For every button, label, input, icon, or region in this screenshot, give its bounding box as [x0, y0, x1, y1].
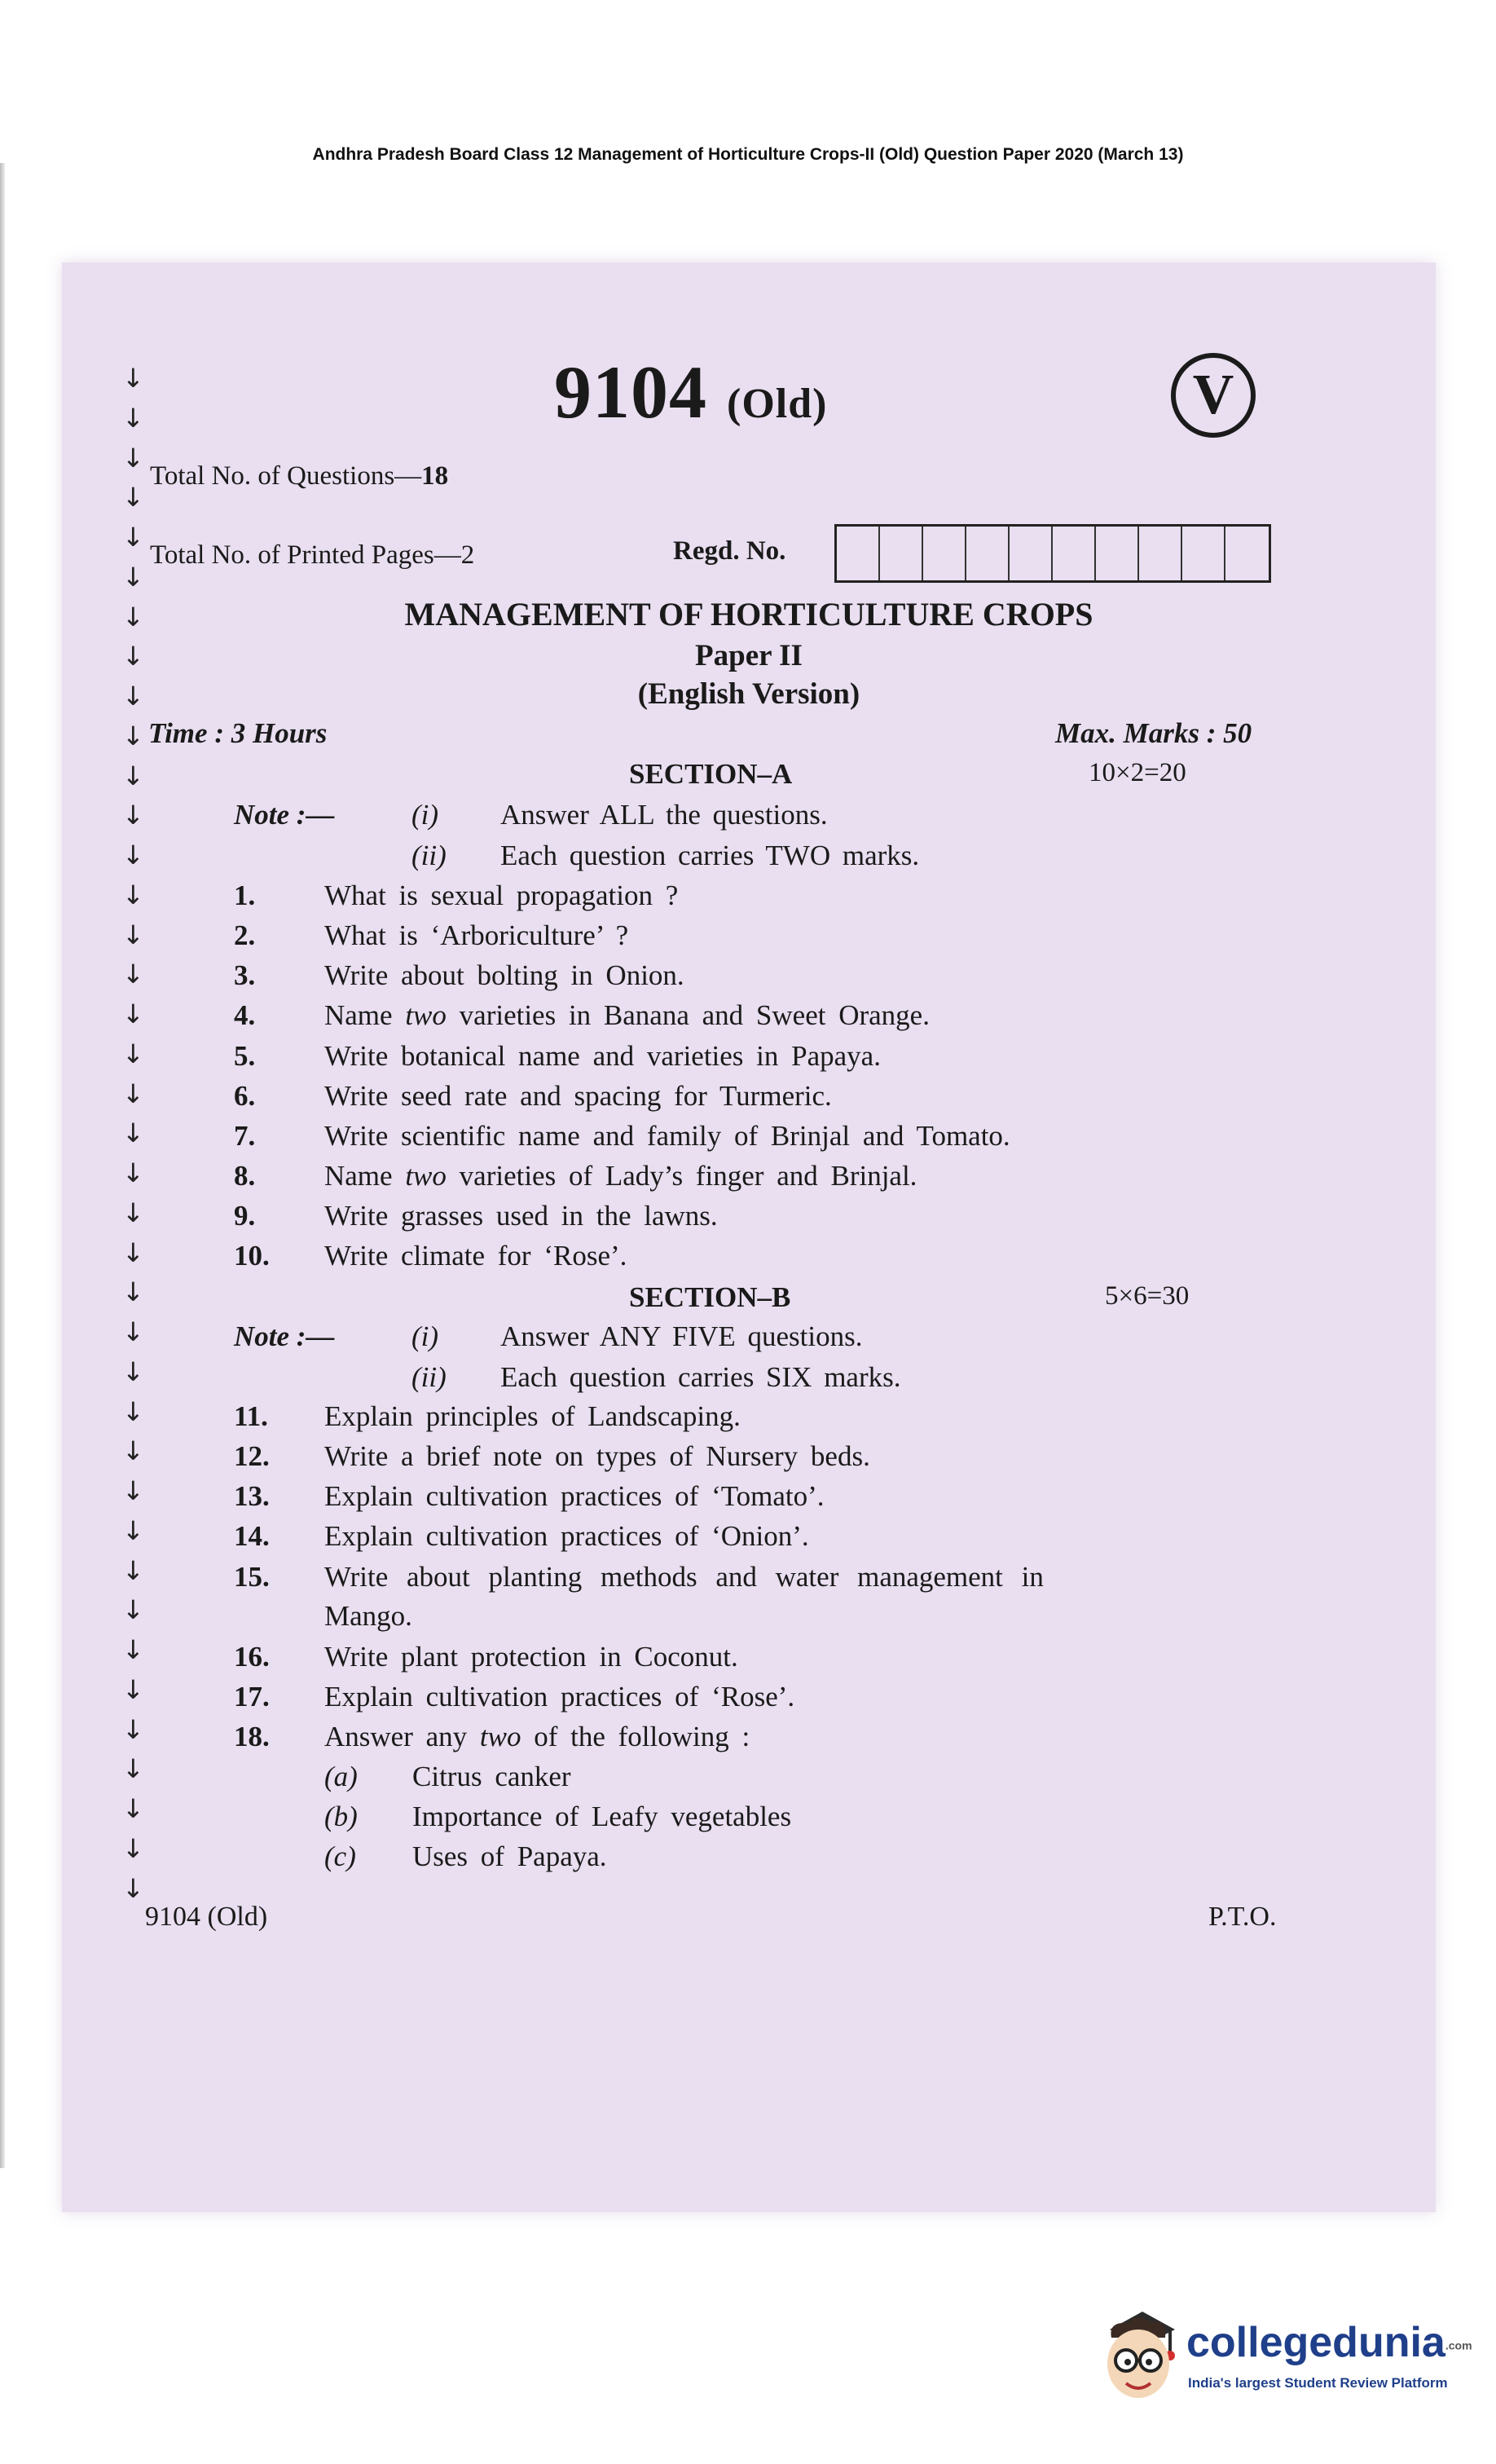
margin-arrow-glyph: ↓: [122, 363, 144, 394]
option-label: (a): [324, 1761, 358, 1792]
question-text: Write seed rate and spacing for Turmeric.: [324, 1080, 832, 1112]
margin-arrow-glyph: ↓: [122, 681, 144, 712]
question-text-continued: Mango.: [324, 1600, 412, 1632]
margin-arrow-glyph: ↓: [122, 879, 144, 910]
section-b-note-num: (ii): [411, 1361, 447, 1393]
option-text: Importance of Leafy vegetables: [412, 1801, 792, 1832]
regd-box: [923, 527, 966, 580]
margin-arrow-glyph: ↓: [122, 1197, 144, 1228]
question-text: Explain cultivation practices of ‘Rose’.: [324, 1681, 795, 1712]
question-text: Write a brief note on types of Nursery beds.: [324, 1440, 870, 1472]
margin-arrow-glyph: ↓: [122, 1276, 144, 1308]
question-text: [324, 1160, 917, 1192]
total-pages: [150, 540, 474, 571]
max-marks: Max. Marks : 50: [1055, 717, 1252, 749]
margin-arrow-glyph: ↓: [122, 1236, 144, 1268]
margin-arrow-glyph: ↓: [122, 442, 144, 474]
margin-arrow-glyph: ↓: [122, 1634, 144, 1665]
margin-arrow-glyph: ↓: [122, 1832, 144, 1864]
margin-arrow-glyph: ↓: [122, 998, 144, 1029]
margin-arrow-glyph: ↓: [122, 1673, 144, 1705]
question-text: Explain cultivation practices of ‘Onion’.: [324, 1520, 809, 1552]
section-a-note-num: (ii): [411, 840, 447, 871]
option-text: Citrus canker: [412, 1761, 571, 1792]
margin-arrow-glyph: ↓: [122, 601, 144, 633]
question-text: Write botanical name and varieties in Papaya.: [324, 1040, 881, 1072]
question-number: 17.: [234, 1681, 270, 1712]
section-b-heading: SECTION–B: [629, 1281, 791, 1313]
question-text: Write about planting methods and water management in: [324, 1561, 1044, 1593]
margin-arrow-glyph: ↓: [122, 1793, 144, 1824]
margin-arrow-glyph: ↓: [122, 919, 144, 950]
question-number: 18.: [234, 1721, 270, 1752]
margin-arrow-glyph: ↓: [122, 522, 144, 553]
question-text: Write grasses used in the lawns.: [324, 1200, 718, 1232]
question-number: 16.: [234, 1641, 270, 1673]
margin-arrow-glyph: ↓: [122, 1078, 144, 1109]
section-b-note-text: Each question carries SIX marks.: [500, 1361, 901, 1393]
logo-name: collegedunia: [1186, 2319, 1445, 2366]
option-label: (b): [324, 1801, 358, 1832]
regd-box: [1182, 527, 1225, 580]
total-questions: [150, 461, 448, 491]
margin-arrow-glyph: ↓: [122, 641, 144, 672]
section-a-note-num: (i): [411, 799, 439, 831]
paper-number: Paper II: [695, 639, 803, 672]
question-number: 8.: [234, 1160, 256, 1192]
version-badge: V: [1171, 353, 1256, 438]
margin-arrow-glyph: ↓: [122, 959, 144, 990]
regd-box: [1225, 527, 1269, 580]
margin-arrow-glyph: ↓: [122, 800, 144, 831]
margin-arrow-glyph: ↓: [122, 1395, 144, 1427]
question-text: Write climate for ‘Rose’.: [324, 1240, 627, 1272]
question-number: 5.: [234, 1040, 256, 1072]
question-number: 6.: [234, 1080, 256, 1112]
option-label: (c): [324, 1840, 356, 1872]
question-text-post: of the following :: [521, 1721, 750, 1752]
section-b-note-num: (i): [411, 1320, 439, 1352]
paper-title: MANAGEMENT OF HORTICULTURE CROPS: [404, 596, 1093, 633]
margin-arrow-glyph: ↓: [122, 561, 144, 593]
regd-box: [880, 527, 923, 580]
margin-arrow-glyph: ↓: [122, 1435, 144, 1467]
question-text: [324, 999, 930, 1032]
question-text-emphasis: two: [479, 1721, 521, 1752]
question-text: What is sexual propagation ?: [324, 879, 679, 911]
question-number: 11.: [234, 1400, 268, 1432]
section-a-note-text: Answer ALL the questions.: [500, 799, 828, 831]
regd-box: [1053, 527, 1096, 580]
question-text-emphasis: two: [405, 999, 447, 1031]
margin-arrow-glyph: ↓: [122, 1713, 144, 1745]
regd-box: [1010, 527, 1053, 580]
margin-arrow-glyph: ↓: [122, 1117, 144, 1149]
logo-suffix: .com: [1445, 2338, 1472, 2352]
section-b-note-text: Answer ANY FIVE questions.: [500, 1320, 863, 1352]
margin-arrow-glyph: ↓: [122, 760, 144, 791]
question-text-post: varieties of Lady’s finger and Brinjal.: [446, 1160, 917, 1192]
question-text-pre: Name: [324, 999, 406, 1031]
margin-arrow-glyph: ↓: [122, 1316, 144, 1347]
pto-label: P.T.O.: [1208, 1902, 1277, 1932]
question-number: 13.: [234, 1480, 270, 1512]
logo-tagline: India's largest Student Review Platform: [1188, 2375, 1448, 2391]
total-questions-value: 18: [421, 461, 449, 491]
question-text: Write about bolting in Onion.: [324, 959, 684, 991]
question-number: 12.: [234, 1440, 270, 1472]
regd-box: [966, 527, 1010, 580]
section-a-note-text: Each question carries TWO marks.: [500, 840, 920, 871]
paper-code-suffix: (Old): [727, 381, 828, 427]
section-a-heading: SECTION–A: [629, 758, 793, 790]
time-allowed: Time : 3 Hours: [148, 717, 328, 749]
question-text: What is ‘Arboriculture’ ?: [324, 919, 629, 951]
margin-arrow-glyph: ↓: [122, 402, 144, 434]
regd-no-boxes: [834, 524, 1271, 583]
mascot-icon: [1093, 2305, 1183, 2411]
scan-edge: [0, 163, 5, 2168]
margin-arrow-glyph: ↓: [122, 482, 144, 514]
margin-arrow-glyph: ↓: [122, 1038, 144, 1069]
collegedunia-logo[interactable]: [1093, 2305, 1472, 2411]
footer-paper-code: 9104 (Old): [145, 1902, 268, 1932]
question-text-post: varieties in Banana and Sweet Orange.: [446, 999, 930, 1031]
margin-arrow-column: [122, 359, 150, 1908]
margin-arrow-glyph: ↓: [122, 1554, 144, 1586]
question-number: 15.: [234, 1561, 270, 1593]
regd-no-label: Regd. No.: [673, 536, 786, 566]
question-text: Write plant protection in Coconut.: [324, 1641, 738, 1673]
total-questions-label: Total No. of Questions—: [150, 461, 422, 491]
margin-arrow-glyph: ↓: [122, 1157, 144, 1188]
margin-arrow-glyph: ↓: [122, 840, 144, 871]
question-text: Explain principles of Landscaping.: [324, 1400, 741, 1432]
margin-arrow-glyph: ↓: [122, 720, 144, 752]
regd-box: [1139, 527, 1182, 580]
question-text-pre: Answer any: [324, 1721, 480, 1752]
section-b-note-label: Note :—: [234, 1320, 335, 1352]
margin-arrow-glyph: ↓: [122, 1594, 144, 1626]
question-text: [324, 1721, 750, 1753]
question-number: 14.: [234, 1520, 270, 1552]
total-pages-value: 2: [460, 540, 475, 570]
paper-code: [554, 349, 827, 435]
question-number: 9.: [234, 1200, 256, 1232]
question-number: 1.: [234, 879, 256, 911]
regd-box: [1096, 527, 1139, 580]
total-pages-label: Total No. of Printed Pages—: [150, 540, 461, 570]
section-b-marks: 5×6=30: [1105, 1281, 1190, 1311]
question-text-pre: Name: [324, 1160, 406, 1192]
margin-arrow-glyph: ↓: [122, 1355, 144, 1387]
paper-version: (English Version): [637, 677, 860, 711]
section-a-note-label: Note :—: [234, 799, 335, 831]
document-header: Andhra Pradesh Board Class 12 Management of Horticulture Crops-II (Old) Question Paper 2020 (March 13): [312, 145, 1184, 164]
question-text: Explain cultivation practices of ‘Tomato’.: [324, 1480, 825, 1512]
paper-code-number: 9104: [554, 350, 707, 434]
question-text-emphasis: two: [405, 1160, 447, 1192]
question-number: 4.: [234, 999, 256, 1031]
question-number: 2.: [234, 919, 256, 951]
regd-box: [837, 527, 880, 580]
margin-arrow-glyph: ↓: [122, 1753, 144, 1785]
logo-wordmark: [1186, 2318, 1472, 2367]
question-number: 10.: [234, 1240, 270, 1272]
question-number: 7.: [234, 1120, 256, 1152]
margin-arrow-glyph: ↓: [122, 1475, 144, 1506]
option-text: Uses of Papaya.: [412, 1840, 607, 1872]
question-text: Write scientific name and family of Brinjal and Tomato.: [324, 1120, 1010, 1152]
question-number: 3.: [234, 959, 256, 991]
section-a-marks: 10×2=20: [1089, 758, 1186, 787]
margin-arrow-glyph: ↓: [122, 1872, 144, 1904]
margin-arrow-glyph: ↓: [122, 1514, 144, 1546]
